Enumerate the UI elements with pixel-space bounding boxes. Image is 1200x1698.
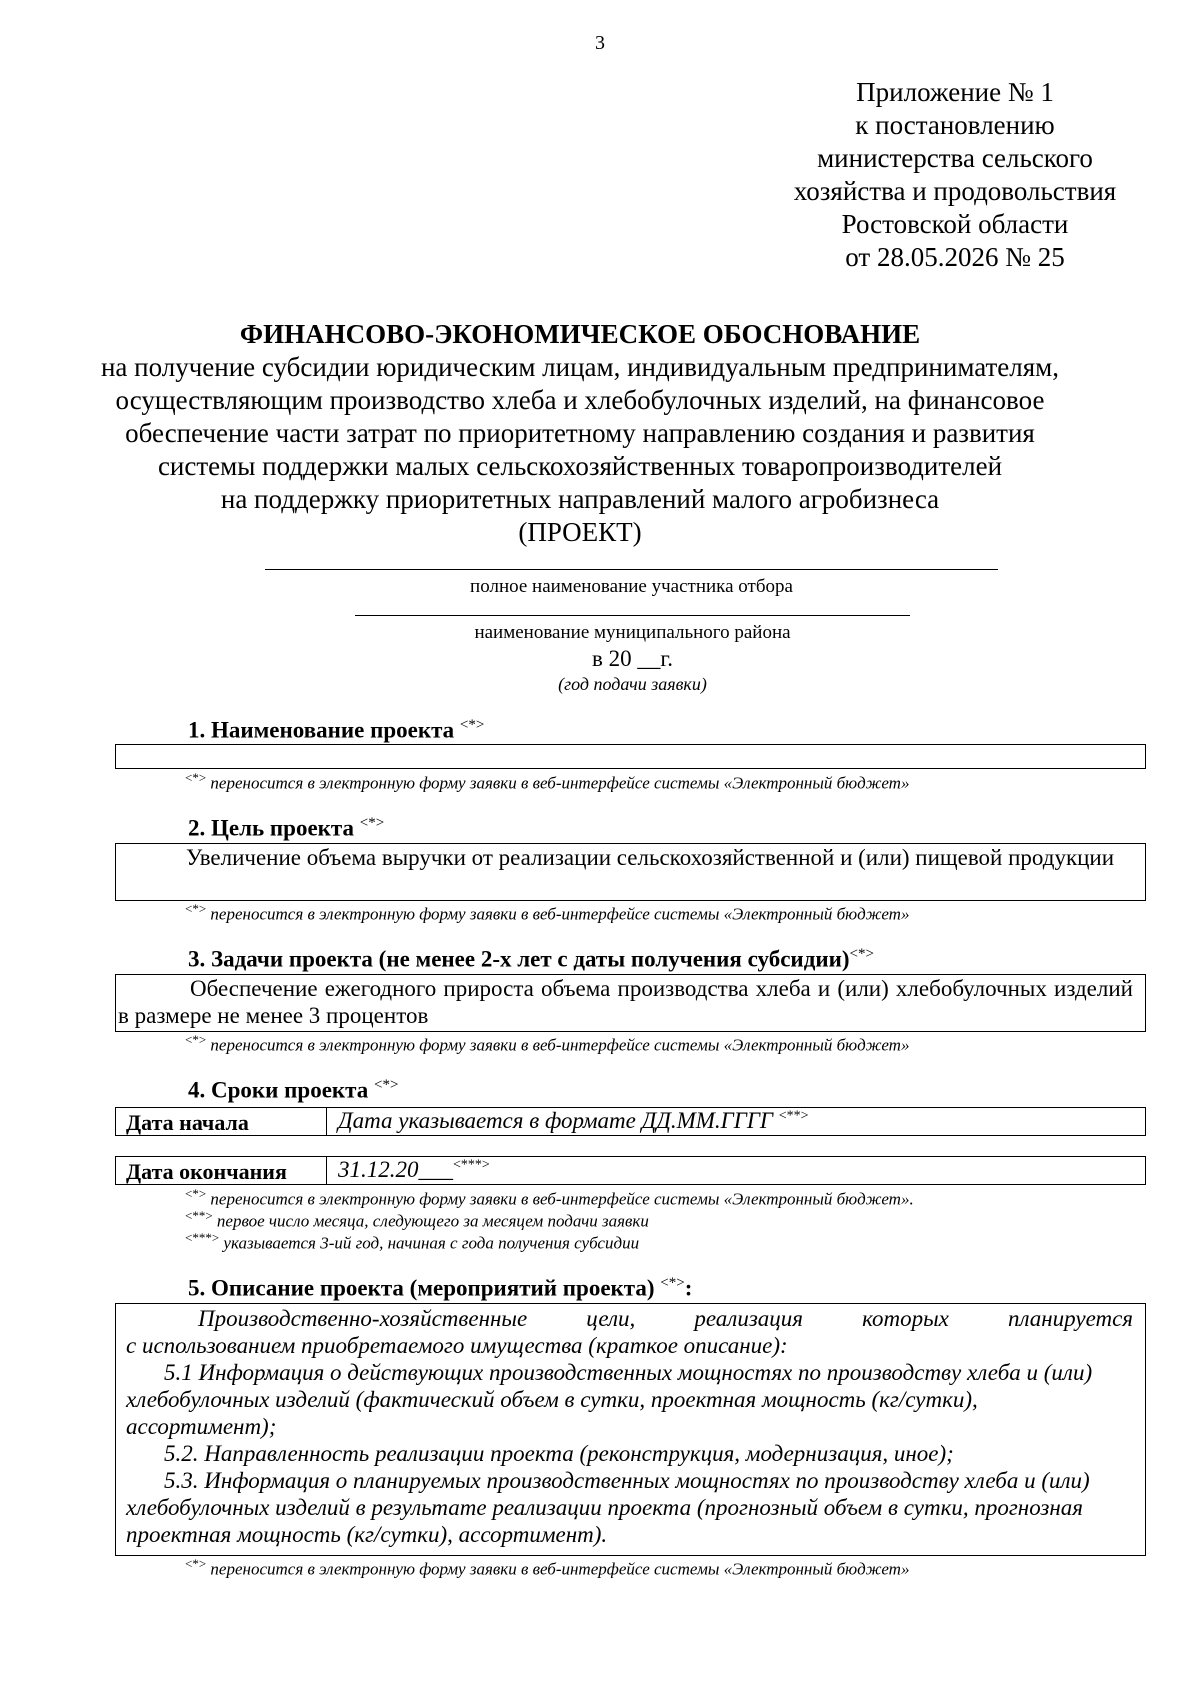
participant-name-line: [265, 569, 998, 570]
note-2: [185, 901, 909, 925]
description-paragraph: Производственно-хозяйственные цели, реализация которых планируется: [198, 1306, 1133, 1331]
note-marker: <***>: [185, 1230, 220, 1245]
note-1: [185, 770, 909, 794]
subtitle-line: системы поддержки малых сельскохозяйственных товаропроизводителей: [157, 451, 1003, 481]
district-name-line: [355, 615, 910, 616]
appendix-block: [715, 76, 1195, 274]
note-5: [185, 1556, 909, 1580]
subtitle-line: (ПРОЕКТ): [518, 517, 642, 547]
start-date-label: Дата начала: [126, 1110, 249, 1135]
project-description-field[interactable]: [115, 1303, 1146, 1556]
end-date-field[interactable]: [338, 1157, 490, 1183]
start-date-row: [115, 1107, 1146, 1136]
description-paragraph: 5.3. Информация о планируемых производственных мощностях по производству хлеба и (или) хлебобулочных изделий в результате реализации проекта (прогнозный объем в сутки, прогнозная проектная мощность (кг/сутки), ассортимент).: [126, 1468, 1090, 1547]
section-1-mark: <*>: [459, 717, 485, 733]
note-text: указывается 3-ий год, начиная с года получения субсидии: [223, 1233, 640, 1253]
subtitle-line: осуществляющим производство хлеба и хлебобулочных изделий, на финансовое: [115, 385, 1045, 415]
section-5-title: 5. Описание проекта (мероприятий проекта): [188, 1275, 655, 1301]
note-text: переносится в электронную форму заявки в веб-интерфейсе системы «Электронный бюджет».: [210, 1189, 914, 1209]
appendix-line: к постановлению: [855, 110, 1055, 140]
section-4-title: 4. Сроки проекта: [188, 1077, 369, 1103]
appendix-line: Приложение № 1: [856, 77, 1054, 107]
end-date-value: 31.12.20___: [338, 1157, 453, 1182]
note-text: переносится в электронную форму заявки в веб-интерфейсе системы «Электронный бюджет»: [210, 773, 910, 793]
section-2-heading: [188, 815, 384, 842]
title-block: [0, 318, 1160, 549]
note-4c: [185, 1230, 639, 1254]
end-date-row: [115, 1156, 1146, 1185]
section-1-heading: [188, 717, 484, 744]
appendix-line: от 28.05.2026 № 25: [845, 242, 1065, 272]
end-date-label: Дата окончания: [126, 1159, 287, 1184]
page-number: 3: [595, 32, 605, 54]
section-4-heading: [188, 1077, 398, 1104]
section-5-mark: <*>: [660, 1275, 685, 1291]
project-name-field[interactable]: [115, 744, 1146, 769]
district-caption: наименование муниципального района: [474, 622, 791, 643]
subtitle-line: на поддержку приоритетных направлений малого агробизнеса: [220, 484, 940, 514]
section-2-title: 2. Цель проекта: [188, 815, 354, 841]
project-tasks-field[interactable]: [115, 974, 1146, 1032]
participant-caption: полное наименование участника отбора: [470, 576, 793, 597]
note-4b: [185, 1208, 649, 1232]
description-paragraph: 5.1 Информация о действующих производственных мощностях по производству хлеба и (или) хлебобулочных изделий (фактический объем в сутки, проектная мощность (кг/сутки), ассортимент);: [126, 1360, 1093, 1439]
note-marker: <*>: [185, 1186, 207, 1201]
note-3: [185, 1032, 909, 1056]
description-paragraph: 5.2. Направленность реализации проекта (реконструкция, модернизация, иное);: [164, 1441, 954, 1466]
section-4-mark: <*>: [374, 1077, 399, 1093]
note-text: переносится в электронную форму заявки в веб-интерфейсе системы «Электронный бюджет»: [210, 1035, 910, 1055]
year-caption: (год подачи заявки): [558, 674, 707, 694]
section-3-mark: <*>: [849, 946, 874, 962]
start-date-field[interactable]: [338, 1108, 809, 1134]
project-goal-value: Увеличение объема выручки от реализации сельскохозяйственной и (или) пищевой продукции: [186, 845, 1115, 870]
note-text: переносится в электронную форму заявки в веб-интерфейсе системы «Электронный бюджет»: [210, 904, 910, 924]
end-date-mark: <***>: [453, 1157, 490, 1173]
appendix-line: министерства сельского: [817, 143, 1093, 173]
note-4a: [185, 1186, 914, 1210]
subtitle-line: обеспечение части затрат по приоритетному направлению создания и развития: [125, 418, 1035, 448]
section-5-colon: :: [684, 1275, 693, 1301]
project-description: [116, 1304, 1145, 1548]
start-date-mark: <**>: [778, 1108, 809, 1124]
note-marker: <**>: [185, 1208, 213, 1223]
start-date-value: Дата указывается в формате ДД.ММ.ГГГГ: [338, 1108, 773, 1133]
project-goal-field[interactable]: [115, 843, 1146, 901]
appendix-line: Ростовской области: [841, 209, 1069, 239]
section-1-title: 1. Наименование проекта: [188, 717, 455, 743]
year-line: в 20 __г.: [592, 646, 673, 671]
end-date-divider: [326, 1157, 327, 1184]
description-paragraph: с использованием приобретаемого имущества (краткое описание):: [126, 1333, 788, 1358]
document-title: ФИНАНСОВО-ЭКОНОМИЧЕСКОЕ ОБОСНОВАНИЕ: [239, 319, 921, 349]
note-text: первое число месяца, следующего за месяцем подачи заявки: [216, 1211, 649, 1231]
section-3-heading: [188, 946, 874, 973]
note-text: переносится в электронную форму заявки в веб-интерфейсе системы «Электронный бюджет»: [210, 1559, 910, 1579]
appendix-line: хозяйства и продовольствия: [793, 176, 1117, 206]
project-tasks-value: Обеспечение ежегодного прироста объема производства хлеба и (или) хлебобулочных изделий в размере не менее 3 процентов: [118, 976, 1133, 1028]
section-3-title: 3. Задачи проекта (не менее 2-х лет с даты получения субсидии): [188, 946, 850, 972]
note-marker: <*>: [185, 770, 207, 785]
section-2-mark: <*>: [359, 815, 385, 831]
subtitle-line: на получение субсидии юридическим лицам, индивидуальным предпринимателям,: [100, 352, 1060, 382]
note-marker: <*>: [185, 1032, 207, 1047]
note-marker: <*>: [185, 1556, 207, 1571]
start-date-divider: [326, 1108, 327, 1135]
note-marker: <*>: [185, 901, 207, 916]
section-5-heading: [188, 1275, 692, 1302]
